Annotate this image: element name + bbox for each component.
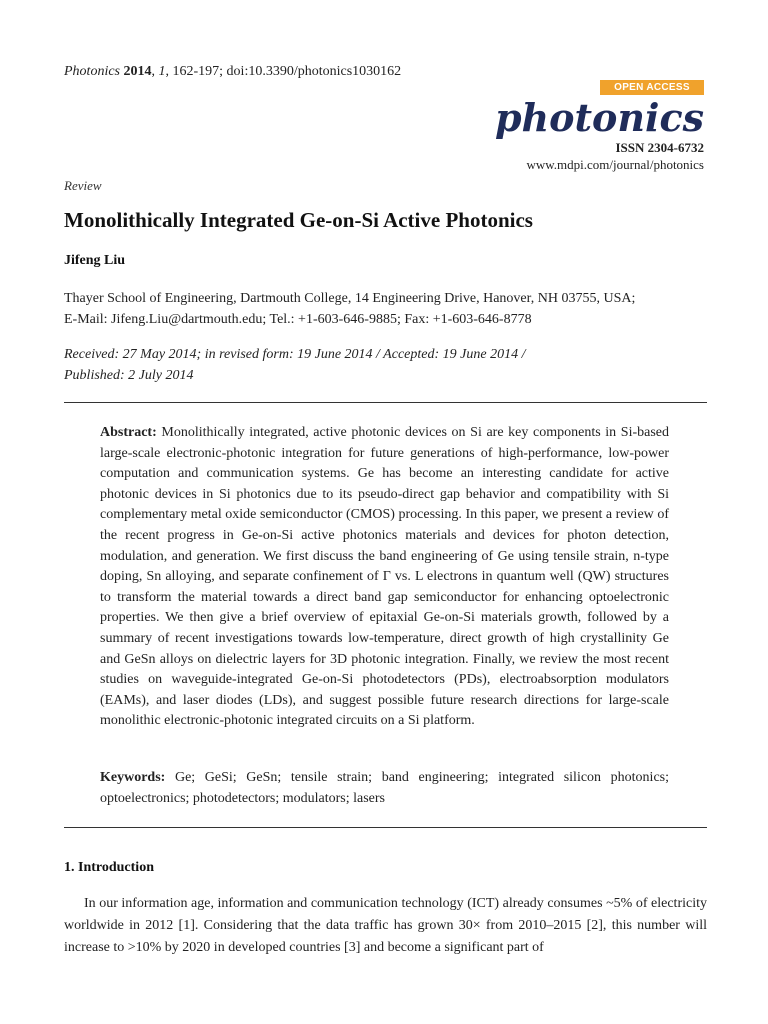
abstract-text: Monolithically integrated, active photonic devices on Si are key components in Si-based large-scale electronic-photonic integration for future generations of high-performance, low-power computation and communication systems. Ge has become an interesting candidate for active photonic devices in Si photonics due to its pseudo-direct gap behavior and compatibility with Si complementary metal oxide semiconductor (CMOS) processing. In this paper, we present a review of the recent progress in Ge-on-Si active photonics materials and devices for photon detection, modulation, and generation. We first discuss the band engineering of Ge using tensile strain, n-type doping, Sn alloying, and separate confinement of Γ vs. L electrons in quantum well (QW) structures to transform the material towards a direct band gap semiconductor for enhancing optoelectronic properties. We then give a brief overview of epitaxial Ge-on-Si materials growth, followed by a summary of recent investigations towards low-temperature, direct growth of high crystallinity Ge and GeSn alloys on dielectric layers for 3D photonic integration. Finally, we review the most recent studies on waveguide-integrated Ge-on-Si photodetectors (PDs), electroabsorption modulators (EAMs), and laser diodes (LDs), and suggest possible future research directions for large-scale monolithic electronic-photonic integrated circuits on a Si platform.	[100, 425, 669, 729]
citation-volume: 1	[158, 64, 166, 79]
issn: ISSN 2304-6732	[615, 140, 704, 155]
paper-title: Monolithically Integrated Ge-on-Si Active Photonics	[64, 208, 533, 232]
journal-citation: Photonics 2014, 1, 162-197; doi:10.3390/photonics1030162	[64, 64, 402, 79]
abstract	[100, 423, 669, 732]
divider-top	[64, 402, 707, 403]
contact-info: E-Mail: Jifeng.Liu@dartmouth.edu; Tel.: +1-603-646-9885; Fax: +1-603-646-8778	[64, 312, 532, 327]
dates-line-1: Received: 27 May 2014; in revised form: 19 June 2014 / Accepted: 19 June 2014 /	[64, 347, 526, 362]
journal-logo: photonics	[494, 95, 704, 140]
journal-url[interactable]: www.mdpi.com/journal/photonics	[526, 157, 704, 172]
publication-dates	[64, 344, 525, 386]
keywords	[100, 767, 669, 809]
abstract-label: Abstract:	[100, 425, 157, 440]
affiliation: Thayer School of Engineering, Dartmouth College, 14 Engineering Drive, Hanover, NH 03755, USA;	[64, 291, 636, 306]
author-name: Jifeng Liu	[64, 253, 126, 268]
keywords-label: Keywords:	[100, 770, 166, 785]
affiliation-block	[64, 288, 635, 330]
open-access-badge: OPEN ACCESS	[600, 80, 704, 95]
keywords-text: Ge; GeSi; GeSn; tensile strain; band engineering; integrated silicon photonics; optoelectronics; photodetectors; modulators; lasers	[100, 770, 669, 806]
divider-bottom	[64, 827, 707, 828]
article-type: Review	[64, 178, 102, 193]
section-heading: 1. Introduction	[64, 860, 154, 875]
citation-doi: , 162-197; doi:10.3390/photonics1030162	[165, 64, 402, 79]
intro-paragraph: In our information age, information and communication technology (ICT) already consumes ~5% of electricity worldwide in 2012 [1]. Considering that the data traffic has grown 30× from 2010–2015 [2], this number will increase to >10% by 2020 in developed countries [3] and become a significant part of	[64, 896, 707, 955]
dates-line-2: Published: 2 July 2014	[64, 368, 194, 383]
citation-year: 2014	[123, 64, 152, 79]
citation-journal: Photonics	[64, 64, 120, 79]
